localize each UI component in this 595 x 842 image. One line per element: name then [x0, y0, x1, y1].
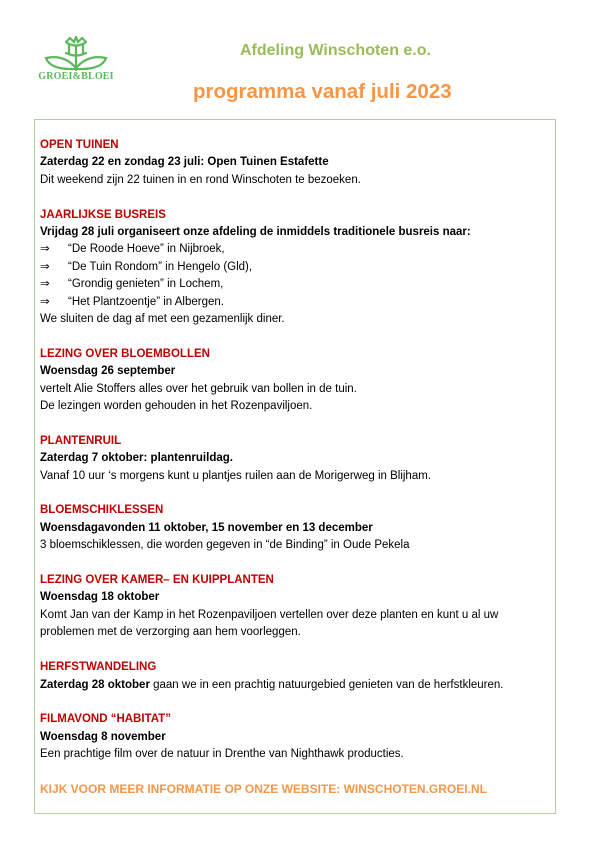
list-item-text: “De Tuin Rondom” in Hengelo (Gld),	[68, 260, 253, 273]
section-title: HERFSTWANDELING	[40, 661, 157, 674]
section-title: BLOEMSCHIKLESSEN	[40, 504, 164, 517]
section-text-rest: gaan we in een prachtig natuurgebied genieten van de herfstkleuren.	[149, 678, 504, 691]
list-item-text: “Het Plantzoentje” in Albergen.	[68, 295, 224, 308]
section-herfstwandeling	[40, 659, 552, 694]
section-date: Woensdag 8 november	[40, 730, 166, 743]
section-text: problemen met de verzorging aan hem voorleggen.	[40, 626, 301, 639]
section-text: vertelt Alie Stoffers alles over het gebruik van bollen in de tuin.	[40, 382, 357, 395]
section-date: Zaterdag 28 oktober	[40, 678, 150, 691]
section-title: OPEN TUINEN	[40, 139, 119, 151]
section-date: Zaterdag 7 oktober: plantenruildag.	[40, 452, 233, 465]
arrow-icon: ⇒	[40, 278, 50, 291]
section-text: Komt Jan van der Kamp in het Rozenpaviljoen vertellen over deze planten en kunt u al uw	[40, 608, 499, 621]
list-item-text: “De Roode Hoeve” in Nijbroek,	[68, 243, 225, 256]
section-lezing-kamerplanten	[40, 572, 552, 642]
list-item	[40, 276, 552, 293]
section-date: Vrijdag 28 juli organiseert onze afdeling de inmiddels traditionele busreis naar:	[40, 226, 471, 239]
page-title: Afdeling Winschoten e.o.	[240, 42, 431, 59]
section-title: JAARLIJKSE BUSREIS	[40, 208, 166, 221]
section-text	[40, 677, 552, 694]
arrow-icon: ⇒	[40, 243, 50, 256]
section-title: LEZING OVER BLOEMBOLLEN	[40, 347, 210, 360]
list-item	[40, 294, 552, 311]
list-item-text: “Grondig genieten” in Lochem,	[68, 278, 224, 291]
program-content	[40, 137, 552, 798]
list-item	[40, 259, 552, 276]
section-bloemschiklessen	[40, 502, 552, 554]
section-open-tuinen	[40, 137, 552, 189]
section-text: Vanaf 10 uur ‘s morgens kunt u plantjes ruilen aan de Morigerweg in Blijham.	[40, 469, 431, 482]
section-date: Woensdagavonden 11 oktober, 15 november en 13 december	[40, 521, 373, 534]
section-text: De lezingen worden gehouden in het Rozenpaviljoen.	[40, 400, 313, 413]
section-title: PLANTENRUIL	[40, 434, 122, 447]
section-filmavond	[40, 711, 552, 763]
page-subtitle: programma vanaf juli 2023	[193, 80, 452, 103]
list-item	[40, 241, 552, 258]
section-text: Een prachtige film over de natuur in Drenthe van Nighthawk producties.	[40, 748, 404, 761]
section-lezing-bloembollen	[40, 346, 552, 416]
arrow-icon: ⇒	[40, 260, 50, 273]
section-busreis	[40, 207, 552, 329]
section-text: We sluiten de dag af met een gezamenlijk diner.	[40, 313, 285, 326]
section-title: LEZING OVER KAMER– EN KUIPPLANTEN	[40, 574, 274, 587]
logo-text: GROEI&BLOEI	[38, 71, 114, 82]
section-date: Woensdag 18 oktober	[40, 591, 160, 604]
section-title: FILMAVOND “HABITAT”	[40, 713, 171, 726]
section-date: Zaterdag 22 en zondag 23 juli: Open Tuinen Estafette	[40, 156, 329, 169]
arrow-icon: ⇒	[40, 295, 50, 308]
section-plantenruil	[40, 433, 552, 485]
section-text: Dit weekend zijn 22 tuinen in en rond Winschoten te bezoeken.	[40, 173, 361, 186]
section-text: 3 bloemschiklessen, die worden gegeven in “de Binding” in Oude Pekela	[40, 539, 410, 552]
section-date: Woensdag 26 september	[40, 365, 176, 378]
website-footer: KIJK VOOR MEER INFORMATIE OP ONZE WEBSITE: WINSCHOTEN.GROEI.NL	[40, 781, 487, 796]
